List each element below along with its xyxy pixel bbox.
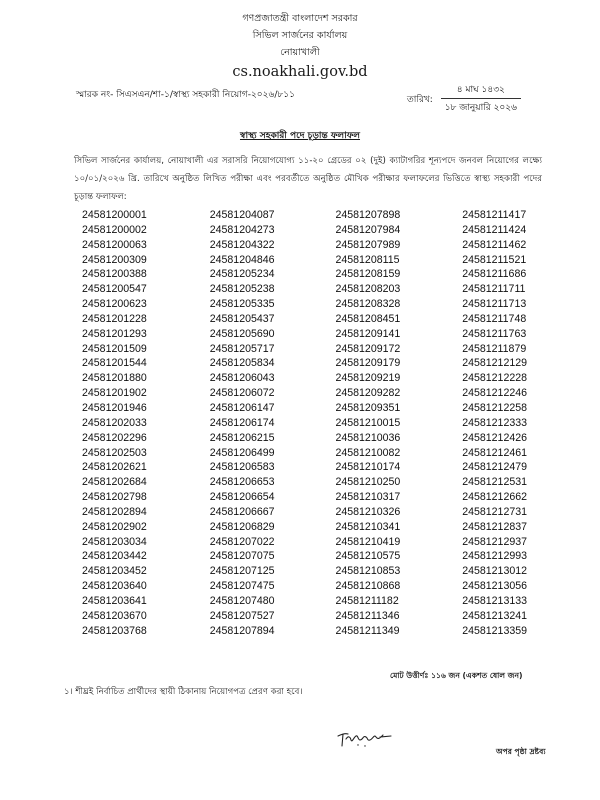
roll-number: 24581206147 — [209, 401, 275, 414]
roll-number: 24581212937 — [462, 535, 528, 548]
roll-number: 24581213012 — [462, 565, 528, 578]
results-column-3 — [335, 208, 462, 638]
government-name: গণপ্রজাতন্ত্রী বাংলাদেশ সরকার — [242, 13, 358, 24]
roll-number: 24581202033 — [82, 416, 147, 429]
roll-number: 24581202902 — [82, 520, 147, 533]
roll-number: 24581206499 — [209, 446, 275, 459]
roll-number: 24581212461 — [462, 446, 528, 459]
roll-number: 24581211424 — [462, 223, 527, 236]
roll-number: 24581210036 — [335, 431, 401, 444]
roll-number: 24581212731 — [462, 505, 528, 518]
roll-number: 24581202798 — [82, 491, 147, 504]
roll-number: 24581205335 — [209, 298, 275, 311]
roll-number: 24581201509 — [82, 342, 147, 355]
roll-number: 24581201544 — [82, 357, 147, 370]
roll-number: 24581210419 — [335, 535, 401, 548]
website: cs.noakhali.gov.bd — [232, 64, 368, 80]
roll-number: 24581211417 — [462, 209, 527, 221]
roll-number: 24581208115 — [335, 253, 400, 266]
roll-number: 24581203442 — [82, 550, 147, 563]
roll-number: 24581212426 — [462, 431, 528, 444]
total-passed: মোট উত্তীর্ণঃ ১১৬ জন (একশত ষোল জন) — [390, 671, 523, 680]
roll-number: 24581202296 — [82, 431, 147, 444]
roll-number: 24581209172 — [335, 342, 401, 355]
roll-number: 24581200623 — [82, 298, 147, 311]
roll-number: 24581206072 — [209, 387, 275, 400]
roll-number: 24581210326 — [335, 505, 401, 518]
roll-number: 24581201228 — [82, 312, 147, 325]
roll-number: 24581207475 — [209, 580, 275, 593]
roll-number: 24581204273 — [209, 223, 275, 236]
date-block — [407, 84, 521, 115]
roll-number: 24581208328 — [335, 298, 401, 311]
roll-number: 24581203034 — [82, 535, 147, 548]
roll-number: 24581205234 — [209, 268, 275, 281]
roll-number: 24581203768 — [82, 624, 147, 637]
roll-number: 24581207898 — [335, 209, 401, 221]
date-label: তারিখ: — [407, 95, 433, 105]
date-gregorian: ১৮ জানুয়ারি ২০২৬ — [444, 103, 517, 113]
roll-number: 24581204087 — [209, 209, 275, 221]
document-title — [0, 123, 600, 143]
roll-number: 24581211763 — [462, 327, 527, 340]
roll-number: 24581209219 — [335, 372, 401, 385]
roll-number: 24581212129 — [462, 357, 528, 370]
roll-number: 24581213241 — [462, 609, 528, 622]
roll-number: 24581206583 — [209, 461, 275, 474]
results-column-2 — [210, 208, 336, 638]
roll-number: 24581210868 — [335, 580, 401, 593]
roll-number: 24581211182 — [335, 594, 399, 607]
roll-number: 24581206667 — [209, 505, 275, 518]
roll-number: 24581210317 — [335, 491, 401, 504]
roll-number: 24581211462 — [462, 238, 527, 251]
roll-number: 24581212993 — [462, 550, 528, 563]
signature-icon — [336, 728, 396, 750]
roll-number: 24581205690 — [209, 327, 275, 340]
roll-number: 24581212333 — [462, 416, 528, 429]
roll-number: 24581210853 — [335, 565, 401, 578]
roll-number: 24581207480 — [209, 594, 275, 607]
date-values — [441, 84, 521, 115]
roll-number: 24581200547 — [82, 283, 147, 296]
roll-number: 24581201902 — [82, 387, 147, 400]
roll-number: 24581206654 — [209, 491, 275, 504]
roll-number: 24581200309 — [82, 253, 147, 266]
roll-number: 24581200002 — [82, 223, 147, 236]
roll-number: 24581203670 — [82, 609, 147, 622]
title-text: স্বাস্থ্য সহকারী পদে চূড়ান্ত ফলাফল — [239, 131, 361, 141]
roll-number: 24581207022 — [209, 535, 275, 548]
memo-number: স্মারক নং- সিএসএন/শা-১/স্বাস্থ্য সহকারী নিয়োগ-২০২৬/৮১১ — [76, 90, 295, 100]
roll-number: 24581201946 — [82, 401, 147, 414]
roll-number: 24581211711 — [462, 283, 526, 296]
roll-number: 24581205238 — [209, 283, 275, 296]
roll-number: 24581210015 — [335, 416, 401, 429]
roll-number: 24581206174 — [209, 416, 275, 429]
letterhead — [0, 10, 600, 82]
roll-number: 24581211748 — [462, 312, 527, 325]
roll-number: 24581211879 — [462, 342, 527, 355]
roll-number: 24581212479 — [462, 461, 528, 474]
roll-number: 24581202684 — [82, 476, 147, 489]
roll-number: 24581207075 — [209, 550, 275, 563]
roll-number: 24581212531 — [462, 476, 528, 489]
see-overleaf: অপর পৃষ্ঠা দ্রষ্টব্য — [496, 747, 546, 756]
roll-number: 24581205834 — [209, 357, 275, 370]
roll-number: 24581207984 — [335, 223, 401, 236]
roll-number: 24581211521 — [462, 253, 527, 266]
roll-number: 24581203641 — [82, 594, 147, 607]
roll-number: 24581206215 — [209, 431, 275, 444]
roll-number: 24581212246 — [462, 387, 528, 400]
note-item-1: ১। শীঘ্রই নির্বাচিত প্রার্থীদের স্থায়ী ঠিকানায় নিয়োগপত্র প্রেরণ করা হবে। — [64, 687, 303, 697]
roll-number: 24581210174 — [335, 461, 401, 474]
results-column-4 — [462, 208, 552, 638]
roll-number: 24581201880 — [82, 372, 147, 385]
roll-number: 24581207527 — [209, 609, 275, 622]
roll-number: 24581209351 — [335, 401, 401, 414]
roll-number: 24581208203 — [335, 283, 401, 296]
roll-number: 24581206653 — [209, 476, 275, 489]
roll-number: 24581201293 — [82, 327, 147, 340]
roll-number: 24581200388 — [82, 268, 147, 281]
roll-number: 24581212837 — [462, 520, 528, 533]
roll-number: 24581213359 — [462, 624, 528, 637]
roll-number: 24581210575 — [335, 550, 401, 563]
roll-number: 24581208159 — [335, 268, 401, 281]
roll-number: 24581211346 — [335, 609, 400, 622]
roll-number: 24581206829 — [209, 520, 275, 533]
roll-number: 24581207125 — [209, 565, 275, 578]
roll-number: 24581200063 — [82, 238, 147, 251]
roll-number: 24581213056 — [462, 580, 528, 593]
roll-number: 24581206043 — [209, 372, 275, 385]
roll-number: 24581202503 — [82, 446, 147, 459]
roll-number: 24581200001 — [82, 209, 147, 221]
roll-number: 24581209282 — [335, 387, 401, 400]
roll-number: 24581205437 — [209, 312, 275, 325]
roll-number: 24581212662 — [462, 491, 528, 504]
roll-number: 24581212228 — [462, 372, 528, 385]
roll-number: 24581213133 — [462, 594, 528, 607]
roll-number: 24581202621 — [82, 461, 147, 474]
roll-number: 24581211713 — [462, 298, 527, 311]
date-bangla: ৪ মাঘ ১৪৩২ — [441, 84, 521, 99]
roll-number: 24581203640 — [82, 580, 147, 593]
roll-number: 24581211349 — [335, 624, 400, 637]
roll-number: 24581209141 — [335, 327, 401, 340]
roll-number: 24581211686 — [462, 268, 527, 281]
roll-number: 24581205717 — [209, 342, 275, 355]
roll-number: 24581212258 — [462, 401, 528, 414]
roll-number: 24581202894 — [82, 505, 147, 518]
district-name: নোয়াখালী — [280, 47, 320, 58]
results-column-1 — [82, 208, 210, 638]
roll-number: 24581208451 — [335, 312, 401, 325]
intro-paragraph: সিভিল সার্জনের কার্যালয়, নোয়াখালী এর সরাসরি নিয়োগযোগ্য ১১-২০ গ্রেডের ০২ (দুই) ক্যাটাগরির শূন্যপদে জনবল নিয়োগের লক্ষ্যে ১০/০১/২০২৬ খ্রি. তারিখে অনুষ্ঠিত লিখিত পরীক্ষা এবং পরবর্তীতে অনুষ্ঠিত মৌখিক পরীক্ষার ফলাফলের ভিত্তিতে স্বাস্থ্য সহকারী পদের চূড়ান্ত ফলাফল: — [74, 156, 542, 202]
office-name: সিভিল সার্জনের কার্যালয় — [252, 30, 348, 41]
roll-number: 24581203452 — [82, 565, 147, 578]
roll-number: 24581210250 — [335, 476, 401, 489]
roll-number: 24581204846 — [209, 253, 275, 266]
roll-number: 24581207894 — [209, 624, 275, 637]
roll-number: 24581210082 — [335, 446, 401, 459]
roll-number: 24581209179 — [335, 357, 401, 370]
roll-number: 24581210341 — [335, 520, 401, 533]
roll-number: 24581204322 — [209, 238, 275, 251]
roll-number: 24581207989 — [335, 238, 401, 251]
results-table — [82, 208, 552, 638]
